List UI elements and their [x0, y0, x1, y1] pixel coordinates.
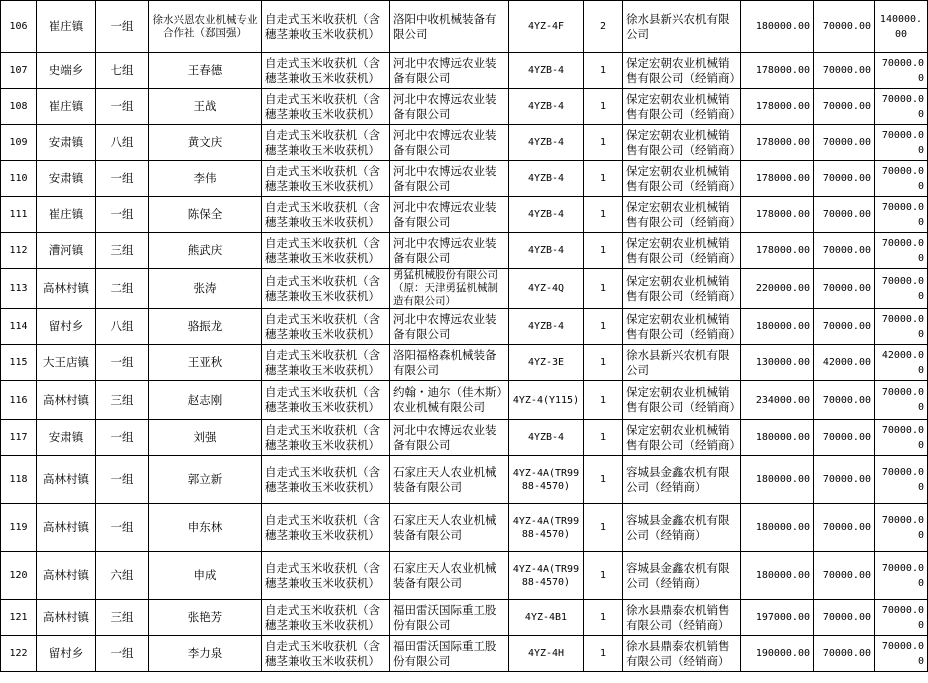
group-cell: 六组: [96, 552, 149, 600]
group-cell: 八组: [96, 309, 149, 345]
total-subsidy-cell: 70000.00: [875, 269, 928, 309]
quantity-cell: 1: [584, 53, 623, 89]
group-cell: 一组: [96, 197, 149, 233]
row-number: 113: [1, 269, 37, 309]
table-row: [1, 636, 928, 672]
group-cell: 七组: [96, 53, 149, 89]
model-cell: 4YZB-4: [509, 89, 584, 125]
table-row: [1, 552, 928, 600]
buyer-name-cell: 申东林: [149, 504, 262, 552]
table-row: [1, 1, 928, 53]
buyer-name-cell: 徐水兴恩农业机械专业合作社（郄国强）: [149, 1, 262, 53]
table-row: [1, 600, 928, 636]
subsidy-cell: 70000.00: [814, 125, 875, 161]
row-number: 107: [1, 53, 37, 89]
row-number: 121: [1, 600, 37, 636]
dealer-cell: 徐水县新兴农机有限公司: [623, 345, 741, 381]
model-cell: 4YZB-4: [509, 197, 584, 233]
table-row: [1, 89, 928, 125]
dealer-cell: 容城县金鑫农机有限公司（经销商）: [623, 456, 741, 504]
quantity-cell: 1: [584, 420, 623, 456]
buyer-name-cell: 骆振龙: [149, 309, 262, 345]
machine-type-cell: 自走式玉米收获机（含穗茎兼收玉米收获机）: [262, 161, 390, 197]
model-cell: 4YZ-4(Y115): [509, 381, 584, 420]
model-cell: 4YZB-4: [509, 53, 584, 89]
town-cell: 留村乡: [37, 309, 96, 345]
machine-type-cell: 自走式玉米收获机（含穗茎兼收玉米收获机）: [262, 381, 390, 420]
machine-type-cell: 自走式玉米收获机（含穗茎兼收玉米收获机）: [262, 552, 390, 600]
price-cell: 180000.00: [741, 1, 814, 53]
dealer-cell: 保定宏朝农业机械销售有限公司（经销商）: [623, 161, 741, 197]
price-cell: 197000.00: [741, 600, 814, 636]
quantity-cell: 1: [584, 381, 623, 420]
quantity-cell: 1: [584, 552, 623, 600]
price-cell: 180000.00: [741, 504, 814, 552]
total-subsidy-cell: 70000.00: [875, 504, 928, 552]
table-row: [1, 53, 928, 89]
price-cell: 130000.00: [741, 345, 814, 381]
row-number: 122: [1, 636, 37, 672]
model-cell: 4YZ-4B1: [509, 600, 584, 636]
total-subsidy-cell: 70000.00: [875, 420, 928, 456]
model-cell: 4YZB-4: [509, 125, 584, 161]
table-row: [1, 197, 928, 233]
manufacturer-cell: 河北中农博远农业装备有限公司: [390, 420, 509, 456]
town-cell: 漕河镇: [37, 233, 96, 269]
total-subsidy-cell: 70000.00: [875, 197, 928, 233]
total-subsidy-cell: 70000.00: [875, 381, 928, 420]
manufacturer-cell: 河北中农博远农业装备有限公司: [390, 125, 509, 161]
model-cell: 4YZB-4: [509, 309, 584, 345]
manufacturer-cell: 河北中农博远农业装备有限公司: [390, 197, 509, 233]
quantity-cell: 1: [584, 504, 623, 552]
price-cell: 180000.00: [741, 552, 814, 600]
group-cell: 一组: [96, 504, 149, 552]
machine-type-cell: 自走式玉米收获机（含穗茎兼收玉米收获机）: [262, 197, 390, 233]
model-cell: 4YZB-4: [509, 420, 584, 456]
town-cell: 崔庄镇: [37, 197, 96, 233]
dealer-cell: 保定宏朝农业机械销售有限公司（经销商）: [623, 197, 741, 233]
row-number: 106: [1, 1, 37, 53]
row-number: 115: [1, 345, 37, 381]
group-cell: 一组: [96, 636, 149, 672]
manufacturer-cell: 河北中农博远农业装备有限公司: [390, 309, 509, 345]
buyer-name-cell: 申成: [149, 552, 262, 600]
town-cell: 高林村镇: [37, 600, 96, 636]
manufacturer-cell: 洛阳中收机械装备有限公司: [390, 1, 509, 53]
buyer-name-cell: 王春德: [149, 53, 262, 89]
dealer-cell: 保定宏朝农业机械销售有限公司（经销商）: [623, 309, 741, 345]
row-number: 120: [1, 552, 37, 600]
group-cell: 一组: [96, 420, 149, 456]
manufacturer-cell: 洛阳福格森机械装备有限公司: [390, 345, 509, 381]
town-cell: 崔庄镇: [37, 1, 96, 53]
town-cell: 高林村镇: [37, 552, 96, 600]
quantity-cell: 1: [584, 309, 623, 345]
quantity-cell: 1: [584, 345, 623, 381]
dealer-cell: 徐水县新兴农机有限公司: [623, 1, 741, 53]
row-number: 111: [1, 197, 37, 233]
price-cell: 178000.00: [741, 197, 814, 233]
model-cell: 4YZB-4: [509, 161, 584, 197]
price-cell: 178000.00: [741, 53, 814, 89]
table-row: [1, 125, 928, 161]
total-subsidy-cell: 70000.00: [875, 233, 928, 269]
row-number: 116: [1, 381, 37, 420]
dealer-cell: 保定宏朝农业机械销售有限公司（经销商）: [623, 420, 741, 456]
machine-type-cell: 自走式玉米收获机（含穗茎兼收玉米收获机）: [262, 1, 390, 53]
manufacturer-cell: 河北中农博远农业装备有限公司: [390, 233, 509, 269]
subsidy-cell: 70000.00: [814, 89, 875, 125]
machine-type-cell: 自走式玉米收获机（含穗茎兼收玉米收获机）: [262, 53, 390, 89]
manufacturer-cell: 河北中农博远农业装备有限公司: [390, 53, 509, 89]
machine-type-cell: 自走式玉米收获机（含穗茎兼收玉米收获机）: [262, 456, 390, 504]
buyer-name-cell: 刘强: [149, 420, 262, 456]
model-cell: 4YZB-4: [509, 233, 584, 269]
table-row: [1, 420, 928, 456]
total-subsidy-cell: 70000.00: [875, 636, 928, 672]
price-cell: 180000.00: [741, 309, 814, 345]
quantity-cell: 2: [584, 1, 623, 53]
buyer-name-cell: 张涛: [149, 269, 262, 309]
manufacturer-cell: 石家庄天人农业机械装备有限公司: [390, 504, 509, 552]
row-number: 109: [1, 125, 37, 161]
total-subsidy-cell: 140000.00: [875, 1, 928, 53]
table-row: [1, 233, 928, 269]
buyer-name-cell: 张艳芳: [149, 600, 262, 636]
town-cell: 安肃镇: [37, 420, 96, 456]
subsidy-cell: 70000.00: [814, 161, 875, 197]
town-cell: 高林村镇: [37, 504, 96, 552]
price-cell: 180000.00: [741, 420, 814, 456]
quantity-cell: 1: [584, 197, 623, 233]
total-subsidy-cell: 70000.00: [875, 600, 928, 636]
machine-type-cell: 自走式玉米收获机（含穗茎兼收玉米收获机）: [262, 233, 390, 269]
machine-type-cell: 自走式玉米收获机（含穗茎兼收玉米收获机）: [262, 125, 390, 161]
town-cell: 高林村镇: [37, 381, 96, 420]
subsidy-cell: 70000.00: [814, 600, 875, 636]
dealer-cell: 保定宏朝农业机械销售有限公司（经销商）: [623, 269, 741, 309]
subsidy-cell: 70000.00: [814, 636, 875, 672]
quantity-cell: 1: [584, 233, 623, 269]
group-cell: 一组: [96, 456, 149, 504]
buyer-name-cell: 熊武庆: [149, 233, 262, 269]
total-subsidy-cell: 70000.00: [875, 161, 928, 197]
quantity-cell: 1: [584, 269, 623, 309]
group-cell: 一组: [96, 161, 149, 197]
town-cell: 高林村镇: [37, 269, 96, 309]
total-subsidy-cell: 70000.00: [875, 552, 928, 600]
table-row: [1, 309, 928, 345]
subsidy-cell: 70000.00: [814, 309, 875, 345]
total-subsidy-cell: 70000.00: [875, 309, 928, 345]
group-cell: 三组: [96, 233, 149, 269]
buyer-name-cell: 李力泉: [149, 636, 262, 672]
buyer-name-cell: 郭立新: [149, 456, 262, 504]
machine-type-cell: 自走式玉米收获机（含穗茎兼收玉米收获机）: [262, 309, 390, 345]
total-subsidy-cell: 70000.00: [875, 125, 928, 161]
manufacturer-cell: 约翰・迪尔（佳木斯）农业机械有限公司: [390, 381, 509, 420]
subsidy-cell: 70000.00: [814, 456, 875, 504]
quantity-cell: 1: [584, 456, 623, 504]
machine-type-cell: 自走式玉米收获机（含穗茎兼收玉米收获机）: [262, 636, 390, 672]
quantity-cell: 1: [584, 125, 623, 161]
table-row: [1, 345, 928, 381]
total-subsidy-cell: 70000.00: [875, 89, 928, 125]
model-cell: 4YZ-4A(TR9988-4570): [509, 552, 584, 600]
quantity-cell: 1: [584, 89, 623, 125]
table-row: [1, 504, 928, 552]
dealer-cell: 保定宏朝农业机械销售有限公司（经销商）: [623, 89, 741, 125]
row-number: 110: [1, 161, 37, 197]
town-cell: 安肃镇: [37, 161, 96, 197]
machine-type-cell: 自走式玉米收获机（含穗茎兼收玉米收获机）: [262, 504, 390, 552]
buyer-name-cell: 陈保全: [149, 197, 262, 233]
manufacturer-cell: 福田雷沃国际重工股份有限公司: [390, 636, 509, 672]
dealer-cell: 容城县金鑫农机有限公司（经销商）: [623, 504, 741, 552]
subsidy-cell: 70000.00: [814, 197, 875, 233]
manufacturer-cell: 河北中农博远农业装备有限公司: [390, 89, 509, 125]
group-cell: 三组: [96, 600, 149, 636]
price-cell: 234000.00: [741, 381, 814, 420]
quantity-cell: 1: [584, 600, 623, 636]
row-number: 119: [1, 504, 37, 552]
subsidy-cell: 70000.00: [814, 53, 875, 89]
town-cell: 史端乡: [37, 53, 96, 89]
row-number: 112: [1, 233, 37, 269]
dealer-cell: 保定宏朝农业机械销售有限公司（经销商）: [623, 381, 741, 420]
price-cell: 190000.00: [741, 636, 814, 672]
manufacturer-cell: 河北中农博远农业装备有限公司: [390, 161, 509, 197]
town-cell: 崔庄镇: [37, 89, 96, 125]
dealer-cell: 徐水县鼎泰农机销售有限公司（经销商）: [623, 600, 741, 636]
subsidy-cell: 42000.00: [814, 345, 875, 381]
group-cell: 一组: [96, 89, 149, 125]
group-cell: 一组: [96, 345, 149, 381]
price-cell: 178000.00: [741, 125, 814, 161]
machine-type-cell: 自走式玉米收获机（含穗茎兼收玉米收获机）: [262, 89, 390, 125]
total-subsidy-cell: 70000.00: [875, 456, 928, 504]
total-subsidy-cell: 42000.00: [875, 345, 928, 381]
dealer-cell: 保定宏朝农业机械销售有限公司（经销商）: [623, 53, 741, 89]
machine-type-cell: 自走式玉米收获机（含穗茎兼收玉米收获机）: [262, 600, 390, 636]
model-cell: 4YZ-3E: [509, 345, 584, 381]
town-cell: 留村乡: [37, 636, 96, 672]
total-subsidy-cell: 70000.00: [875, 53, 928, 89]
group-cell: 八组: [96, 125, 149, 161]
manufacturer-cell: 勇猛机械股份有限公司（原：天津勇猛机械制造有限公司）: [390, 269, 509, 309]
machine-type-cell: 自走式玉米收获机（含穗茎兼收玉米收获机）: [262, 269, 390, 309]
table-row: [1, 381, 928, 420]
town-cell: 大王店镇: [37, 345, 96, 381]
model-cell: 4YZ-4A(TR9988-4570): [509, 456, 584, 504]
dealer-cell: 容城县金鑫农机有限公司（经销商）: [623, 552, 741, 600]
dealer-cell: 徐水县鼎泰农机销售有限公司（经销商）: [623, 636, 741, 672]
price-cell: 220000.00: [741, 269, 814, 309]
machine-type-cell: 自走式玉米收获机（含穗茎兼收玉米收获机）: [262, 420, 390, 456]
dealer-cell: 保定宏朝农业机械销售有限公司（经销商）: [623, 233, 741, 269]
machine-type-cell: 自走式玉米收获机（含穗茎兼收玉米收获机）: [262, 345, 390, 381]
buyer-name-cell: 赵志刚: [149, 381, 262, 420]
model-cell: 4YZ-4A(TR9988-4570): [509, 504, 584, 552]
buyer-name-cell: 黄文庆: [149, 125, 262, 161]
table-row: [1, 456, 928, 504]
town-cell: 高林村镇: [37, 456, 96, 504]
price-cell: 178000.00: [741, 89, 814, 125]
manufacturer-cell: 石家庄天人农业机械装备有限公司: [390, 552, 509, 600]
manufacturer-cell: 石家庄天人农业机械装备有限公司: [390, 456, 509, 504]
group-cell: 三组: [96, 381, 149, 420]
group-cell: 一组: [96, 1, 149, 53]
buyer-name-cell: 王亚秋: [149, 345, 262, 381]
subsidy-cell: 70000.00: [814, 233, 875, 269]
town-cell: 安肃镇: [37, 125, 96, 161]
table-body: [1, 1, 928, 672]
table-row: [1, 161, 928, 197]
buyer-name-cell: 王战: [149, 89, 262, 125]
group-cell: 二组: [96, 269, 149, 309]
buyer-name-cell: 李伟: [149, 161, 262, 197]
subsidy-cell: 70000.00: [814, 552, 875, 600]
model-cell: 4YZ-4F: [509, 1, 584, 53]
price-cell: 178000.00: [741, 161, 814, 197]
subsidy-cell: 70000.00: [814, 420, 875, 456]
table-row: [1, 269, 928, 309]
subsidy-cell: 70000.00: [814, 504, 875, 552]
row-number: 118: [1, 456, 37, 504]
price-cell: 180000.00: [741, 456, 814, 504]
model-cell: 4YZ-4Q: [509, 269, 584, 309]
subsidy-cell: 70000.00: [814, 1, 875, 53]
subsidy-cell: 70000.00: [814, 381, 875, 420]
dealer-cell: 保定宏朝农业机械销售有限公司（经销商）: [623, 125, 741, 161]
price-cell: 178000.00: [741, 233, 814, 269]
model-cell: 4YZ-4H: [509, 636, 584, 672]
row-number: 117: [1, 420, 37, 456]
row-number: 114: [1, 309, 37, 345]
subsidy-cell: 70000.00: [814, 269, 875, 309]
manufacturer-cell: 福田雷沃国际重工股份有限公司: [390, 600, 509, 636]
row-number: 108: [1, 89, 37, 125]
quantity-cell: 1: [584, 161, 623, 197]
quantity-cell: 1: [584, 636, 623, 672]
